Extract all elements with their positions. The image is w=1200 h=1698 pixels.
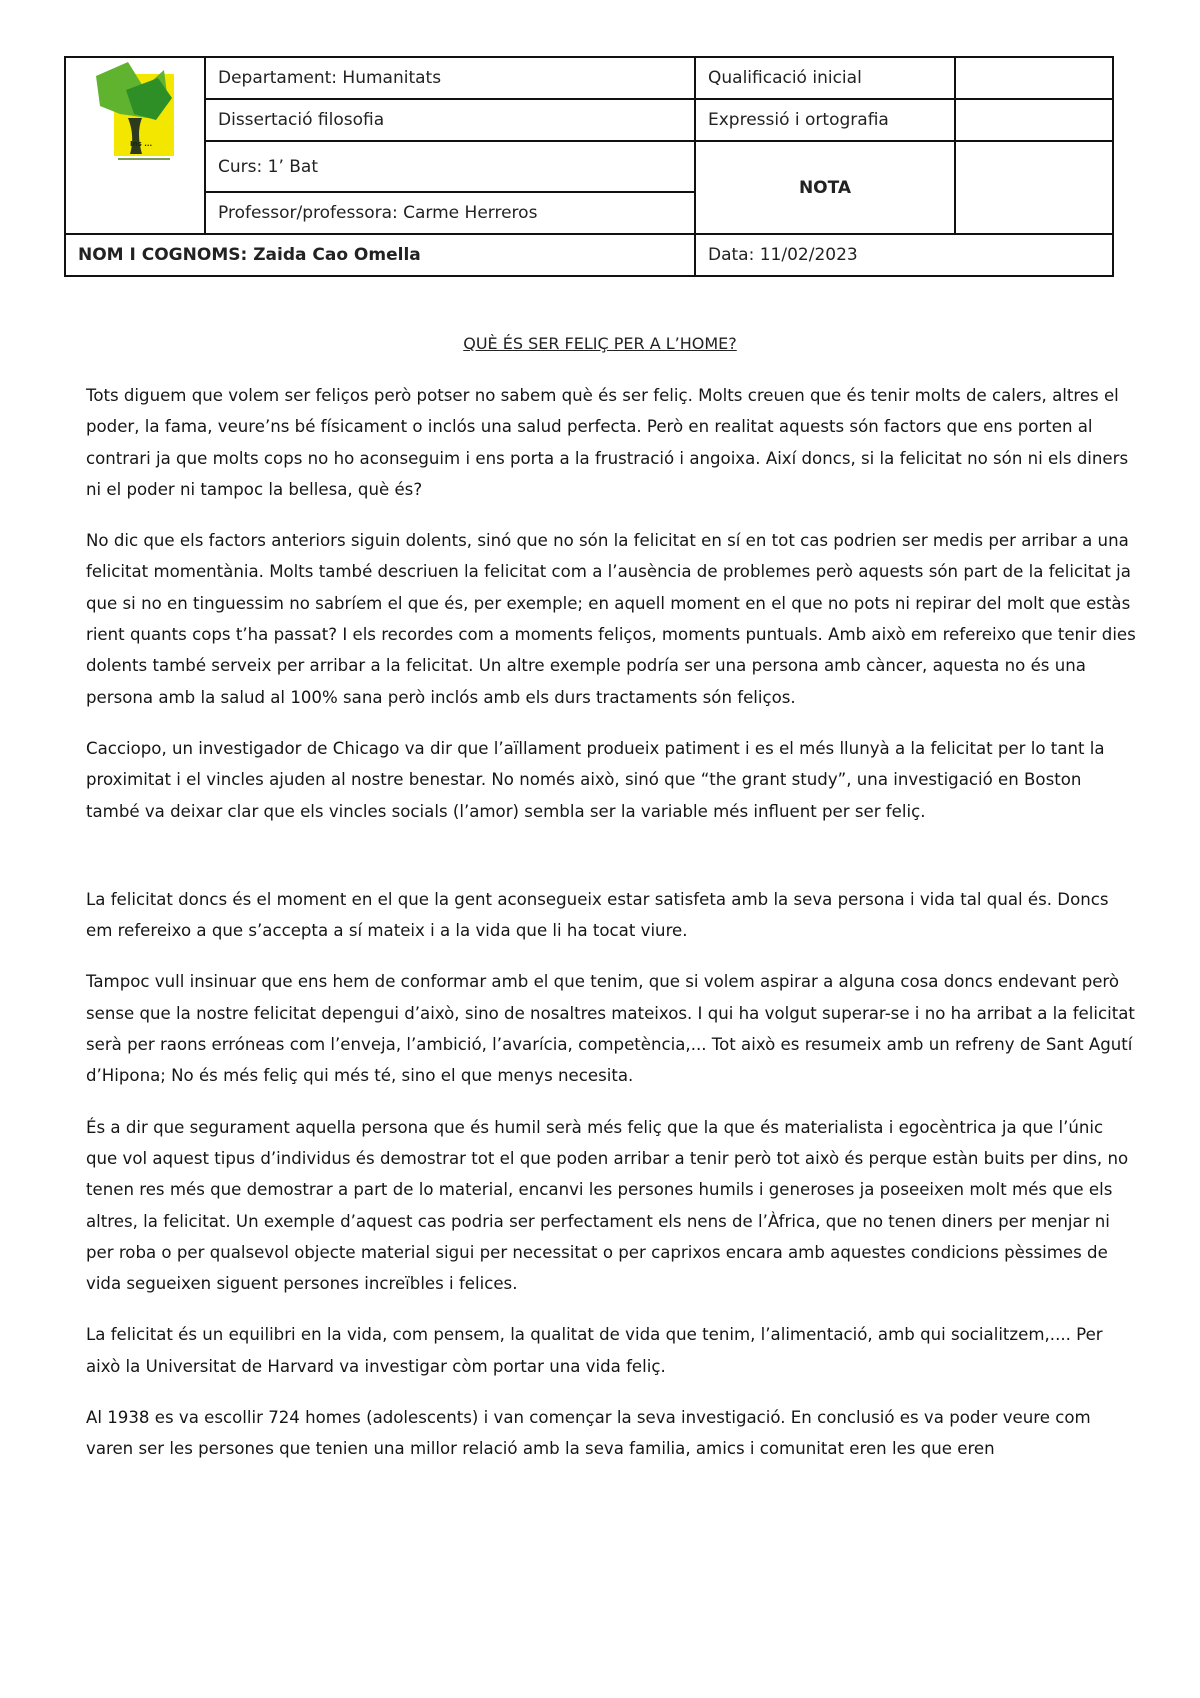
student-name-cell: NOM I COGNOMS: Zaida Cao Omella: [65, 234, 695, 276]
essay-title: QUÈ ÉS SER FELIÇ PER A L’HOME?: [463, 334, 737, 353]
department-cell: Departament: Humanitats: [205, 57, 695, 99]
expression-label: Expressió i ortografia: [695, 99, 955, 141]
date-cell: Data: 11/02/2023: [695, 234, 1113, 276]
expression-value-cell: [955, 99, 1113, 141]
course-cell: Curs: 1’ Bat: [205, 141, 695, 192]
paragraph: Al 1938 es va escollir 724 homes (adolescents) i van començar la seva investigació. En conclusió es va poder veure com varen ser les persones que tenien una millor relació amb la seva familia, amics i comunitat eren les que eren: [86, 1408, 1091, 1459]
school-logo-icon: [78, 58, 218, 228]
essay-body: [86, 380, 1136, 1485]
grade-value-cell: [955, 141, 1113, 234]
qualification-label: Qualificació inicial: [695, 57, 955, 99]
paragraph: Cacciopo, un investigador de Chicago va dir que l’aïllament produeix patiment i es el més llunyà a la felicitat per lo tant la proximitat i el vincles ajuden al nostre benestar. No només això, sinó que “the grant study”, una investigació en Boston també va deixar clar que els vincles socials (l’amor) sembla ser la variable més influent per ser feliç.: [86, 738, 1105, 821]
paragraph: Tampoc vull insinuar que ens hem de conformar amb el que tenim, que si volem aspirar a alguna cosa doncs endevant però sense que la nostre felicitat depengui d’això, sino de nosaltres mateixos. I qui ha volgut superar-se i no ha arribat a la felicitat serà per raons erróneas com l’enveja, l’ambició, l’avarícia, competència,... Tot això es resumeix amb un refreny de Sant Agutí d’Hipona; No és més feliç qui més té, sino el que menys necesita.: [86, 972, 1135, 1086]
paragraph: La felicitat doncs és el moment en el que la gent aconsegueix estar satisfeta amb la seva persona i vida tal qual és. Doncs em refereixo a que s’accepta a sí mateix i a la vida que li ha tocat viure.: [86, 889, 1109, 941]
paragraph: És a dir que segurament aquella persona que és humil serà més feliç que la que és materialista i egocèntrica ja que l’únic que vol aquest tipus d’individus és demostrar tot el que poden arribar a tenir però tot això és perque estàn buits per dins, no tenen res més que demostrar a part de lo material, encanvi les persones humils i generoses ja poseeixen molt més que els altres, la felicitat. Un exemple d’aquest cas podria ser perfectament els nens de l’Àfrica, que no tenen diners per menjar ni per roba o per qualsevol objecte material sigui per necessitat o per caprixos encara amb aquestes condicions pèssimes de vida segueixen siguent persones increïbles i felices.: [86, 1117, 1129, 1294]
paragraph: No dic que els factors anteriors siguin dolents, sinó que no són la felicitat en sí en tot cas podrien ser medis per arribar a una felicitat momentània. Molts també descriuen la felicitat com a l’ausència de problemes però aquests són part de la felicitat ja que si no en tinguessim no sabríem el que és, per exemple; en aquell moment en el que no pots ni repirar del molt que estàs rient quants cops t’ha passat? I els recordes com a moments feliços, moments puntuals. Amb això em refereixo que tenir dies dolents també serveix per arribar a la felicitat. Un altre exemple podría ser una persona amb càncer, aquesta no és una persona amb la salud al 100% sana però inclós amb els durs tractaments són feliços.: [86, 531, 1136, 707]
logo-cell: [65, 57, 205, 234]
logo-text: Ins ...: [130, 140, 153, 148]
paragraph: La felicitat és un equilibri en la vida, com pensem, la qualitat de vida que tenim, l’alimentació, amb qui socialitzem,.... Per això la Universitat de Harvard va investigar còm portar una vida feliç.: [86, 1325, 1103, 1376]
header-table: [64, 56, 1114, 277]
grade-label: NOTA: [695, 141, 955, 234]
paragraph: Tots diguem que volem ser feliços però potser no sabem què és ser feliç. Molts creuen que és tenir molts de calers, altres el poder, la fama, veure’ns bé físicament o inclós una salud perfecta. Però en realitat aquests són factors que ens porten al contrari ja que molts cops no ho aconseguim i ens porta a la frustració i angoixa. Així doncs, si la felicitat no són ni els diners ni el poder ni tampoc la bellesa, què és?: [86, 386, 1129, 499]
teacher-cell: Professor/professora: Carme Herreros: [205, 192, 695, 234]
assignment-cell: Dissertació filosofia: [205, 99, 695, 141]
qualification-value-cell: [955, 57, 1113, 99]
